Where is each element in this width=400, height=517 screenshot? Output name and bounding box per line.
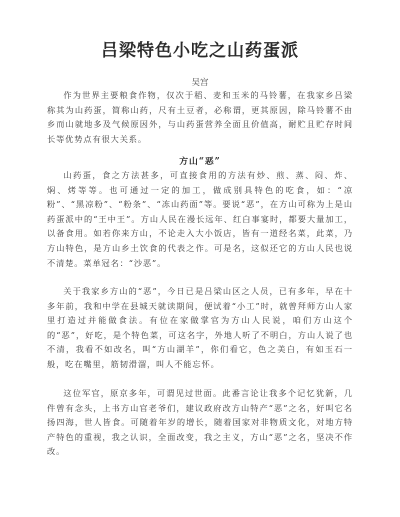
paragraph-conclusion: 这位军官，原京多年，可谓见过世面。此番言论让我多个记忆犹新，几件曾有念头，上书方山官老爷们，建议政府改方山特产“恶”之名，好叫它名扬四海，世人皆食。可随着年岁的增长，随着国家对非物质文化，对地方特产特色的重视，我之认识，全面改变，我之主义，方山“恶”之名，坚决不作改。 bbox=[47, 388, 353, 457]
section-heading: 方山“恶” bbox=[179, 157, 221, 167]
paragraph-cooking-methods: 山药蛋，食之方法甚多，可直接食用的方法有炒、煎、蒸、闷、炸、焖、烤等等。也可通过一定的加工，做成别具特色的吃食，如：“凉粉”、“黑凉粉”、“粉条”、“冻山药面”等。要说“恶”，在方山可称为上是山药蛋派中的“王中王”。方山人民在漫长远年、红白事宴时，都要大量加工，以备食用。如若你来方山，不论走入大小饭店，皆有一道经名菜，此菜，乃方山特色，是方山乡土饮食的代表之作。可是名，这似还它的方山人民也说不清楚。菜单冠名：“沙恶”。 bbox=[47, 170, 353, 268]
author-name: 吴宫 bbox=[191, 78, 209, 88]
paragraph-intro: 作为世界主要粮食作物，仅次于稻、麦和玉米的马铃薯，在我家乡吕梁称其为山药蛋，简称山药，尺有土豆者，必称谓，更其原因，除马铃薯不由乡而山就地多及气候原因外，与山药蛋营养全面且价值高，耐贮且贮存时间长等优势点有很大关系。 bbox=[47, 90, 353, 144]
paragraph-memory: 关于我家乡方山的“恶”，今日已是吕梁山区之人员，已有多年，早在十多年前，我和中学在县城天就读期间，便试着“小工”时，就曾拜师方山人家里打造过并能做食法。有位在家做掌官为方山人民说，咱们方山这个的“恶”，好吃，是个特色菜，可这名字，外地人听了不明白，方山人说了也不清，我看不如改名，叫“方山湖羊”，你们看它，色之美白，有如玉石一般，吃在嘴里，筋韧滑溜，叫人不能忘怀。 bbox=[47, 286, 353, 369]
document-title: 吕梁特色小吃之山药蛋派 bbox=[101, 41, 299, 61]
